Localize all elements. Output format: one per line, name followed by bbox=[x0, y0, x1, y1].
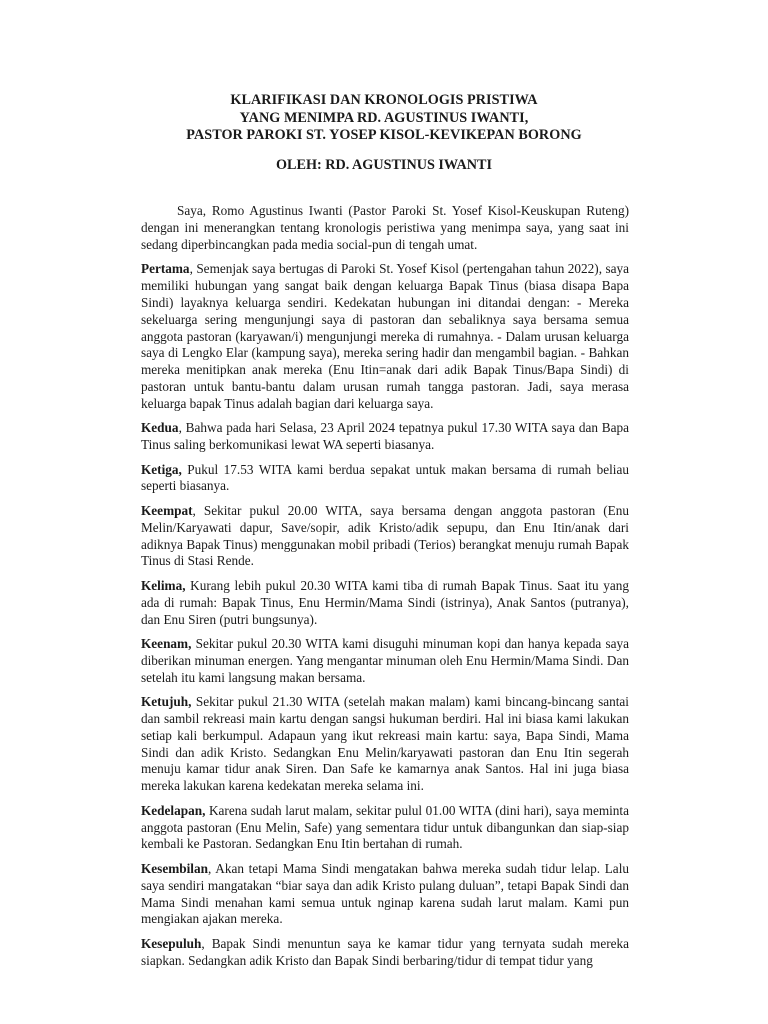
title-line-2: YANG MENIMPA RD. AGUSTINUS IWANTI, bbox=[239, 109, 529, 126]
paragraph-pertama bbox=[141, 261, 629, 413]
paragraph-lead: Pertama bbox=[141, 261, 190, 277]
paragraph-text: Sekitar pukul 20.30 WITA kami disuguhi minuman kopi dan hanya kepada saya diberikan minuman energen. Yang mengantar minuman oleh Enu Hermin/Mama Sindi. Dan setelah itu kami langsung makan bersama. bbox=[141, 635, 629, 685]
paragraph-text: Kurang lebih pukul 20.30 WITA kami tiba di rumah Bapak Tinus. Saat itu yang ada di rumah: Bapak Tinus, Enu Hermin/Mama Sindi (istrinya), Anak Santos (putranya), dan Enu Siren (putri bungsunya). bbox=[141, 577, 629, 627]
paragraph-text: , Akan tetapi Mama Sindi mengatakan bahwa mereka sudah tidur lelap. Lalu saya sendiri mangatakan “biar saya dan adik Kristo pulang duluan”, tetapi Bapak Sindi dan Mama Sindi menahan kami semua untuk nginap karena sudah larut malam. Kami pun mengiakan ajakan mereka. bbox=[141, 860, 629, 927]
paragraph-lead: Kelima, bbox=[141, 577, 186, 593]
document-header bbox=[0, 92, 768, 145]
paragraph-lead: Kedelapan, bbox=[141, 802, 206, 818]
paragraph-text: , Semenjak saya bertugas di Paroki St. Yosef Kisol (pertengahan tahun 2022), saya memiliki hubungan yang sangat baik dengan keluarga Bapak Tinus (biasa disapa Bapa Sindi) layaknya keluarga sendiri. Kedekatan hubungan ini ditandai dengan: - Mereka sekeluarga sering mengunjungi saya di pastoran dan sebaliknya saya bersama semua anggota pastoran (karyawan/i) mengunjungi mereka di rumahnya. - Dalam urusan keluarga saya di Lengko Elar (kampung saya), mereka sering hadir dan mengambil bagian. - Bahkan mereka menitipkan anak mereka (Enu Itin=anak dari adik Bapak Tinus/Bapa Sindi) di pastoran untuk bantu-bantu dalam urusan rumah tangga pastoran. Jadi, saya merasa keluarga bapak Tinus adalah bagian dari keluarga saya. bbox=[141, 261, 629, 411]
paragraph-lead: Keempat bbox=[141, 502, 193, 518]
paragraph-kesepuluh bbox=[141, 936, 629, 970]
paragraph-kelima bbox=[141, 578, 629, 629]
paragraph-text: Karena sudah larut malam, sekitar pulul 01.00 WITA (dini hari), saya meminta anggota pastoran (Enu Melin, Safe) yang sementara tidur untuk dibangunkan dan siap-siap kembali ke Pastoran. Sedangkan Enu Itin bertahan di rumah. bbox=[141, 802, 629, 852]
paragraph-lead: Kesembilan bbox=[141, 860, 208, 876]
paragraph-lead: Keenam, bbox=[141, 635, 192, 651]
paragraph-text: Pukul 17.53 WITA kami berdua sepakat untuk makan bersama di rumah beliau seperti biasanya. bbox=[141, 461, 629, 494]
paragraph-text: , Bahwa pada hari Selasa, 23 April 2024 tepatnya pukul 17.30 WITA saya dan Bapa Tinus saling berkomunikasi lewat WA seperti biasanya. bbox=[141, 420, 629, 453]
paragraph-kedelapan bbox=[141, 803, 629, 854]
title-line-1: KLARIFIKASI DAN KRONOLOGIS PRISTIWA bbox=[230, 92, 538, 108]
intro-paragraph: Saya, Romo Agustinus Iwanti (Pastor Paroki St. Yosef Kisol-Keuskupan Ruteng) dengan ini menerangkan tentang kronologis peristiwa yang menimpa saya, yang saat ini sedang diperbincangkan pada media social-pun di tengah umat. bbox=[141, 203, 629, 252]
paragraph-kesembilan bbox=[141, 861, 629, 928]
paragraph-text: , Bapak Sindi menuntun saya ke kamar tidur yang ternyata sudah mereka siapkan. Sedangkan adik Kristo dan Bapak Sindi berbaring/tidur di tempat tidur yang bbox=[141, 935, 629, 968]
paragraph-keempat bbox=[141, 503, 629, 570]
paragraph-text: , Sekitar pukul 20.00 WITA, saya bersama dengan anggota pastoran (Enu Melin/Karyawati dapur, Save/sopir, adik Kristo/adik sepupu, dan Enu Itin/anak dari adiknya Bapak Tinus) menggunakan mobil pribadi (Terios) berangkat menuju rumah Bapak Tinus di Stasi Rende. bbox=[141, 502, 629, 569]
paragraph-ketujuh bbox=[141, 694, 629, 795]
paragraph-lead: Kedua bbox=[141, 420, 179, 436]
document-body bbox=[141, 203, 629, 977]
title-line-3: PASTOR PAROKI ST. YOSEP KISOL-KEVIKEPAN BORONG bbox=[186, 127, 582, 143]
paragraph-text: Sekitar pukul 21.30 WITA (setelah makan malam) kami bincang-bincang santai dan sambil rekreasi main kartu dengan sangsi hukuman berdiri. Hal ini biasa kami lakukan setiap kali berkumpul. Adapaun yang ikut rekreasi main kartu: saya, Bapa Sindi, Mama Sindi dan adik Kristo. Sedangkan Enu Melin/karyawati pastoran dan Enu Itin segerah menuju kamar tidur anak Siren. Dan Safe ke kamarnya anak Santos. Hal ini juga biasa mereka lakukan karena kedekatan mereka selama ini. bbox=[141, 694, 629, 794]
document-author: OLEH: RD. AGUSTINUS IWANTI bbox=[275, 157, 492, 173]
paragraph-lead: Ketujuh, bbox=[141, 694, 192, 710]
paragraph-ketiga bbox=[141, 462, 629, 496]
paragraph-lead: Ketiga, bbox=[141, 461, 182, 477]
paragraph-lead: Kesepuluh bbox=[141, 935, 202, 951]
paragraph-keenam bbox=[141, 636, 629, 687]
paragraph-kedua bbox=[141, 420, 629, 454]
